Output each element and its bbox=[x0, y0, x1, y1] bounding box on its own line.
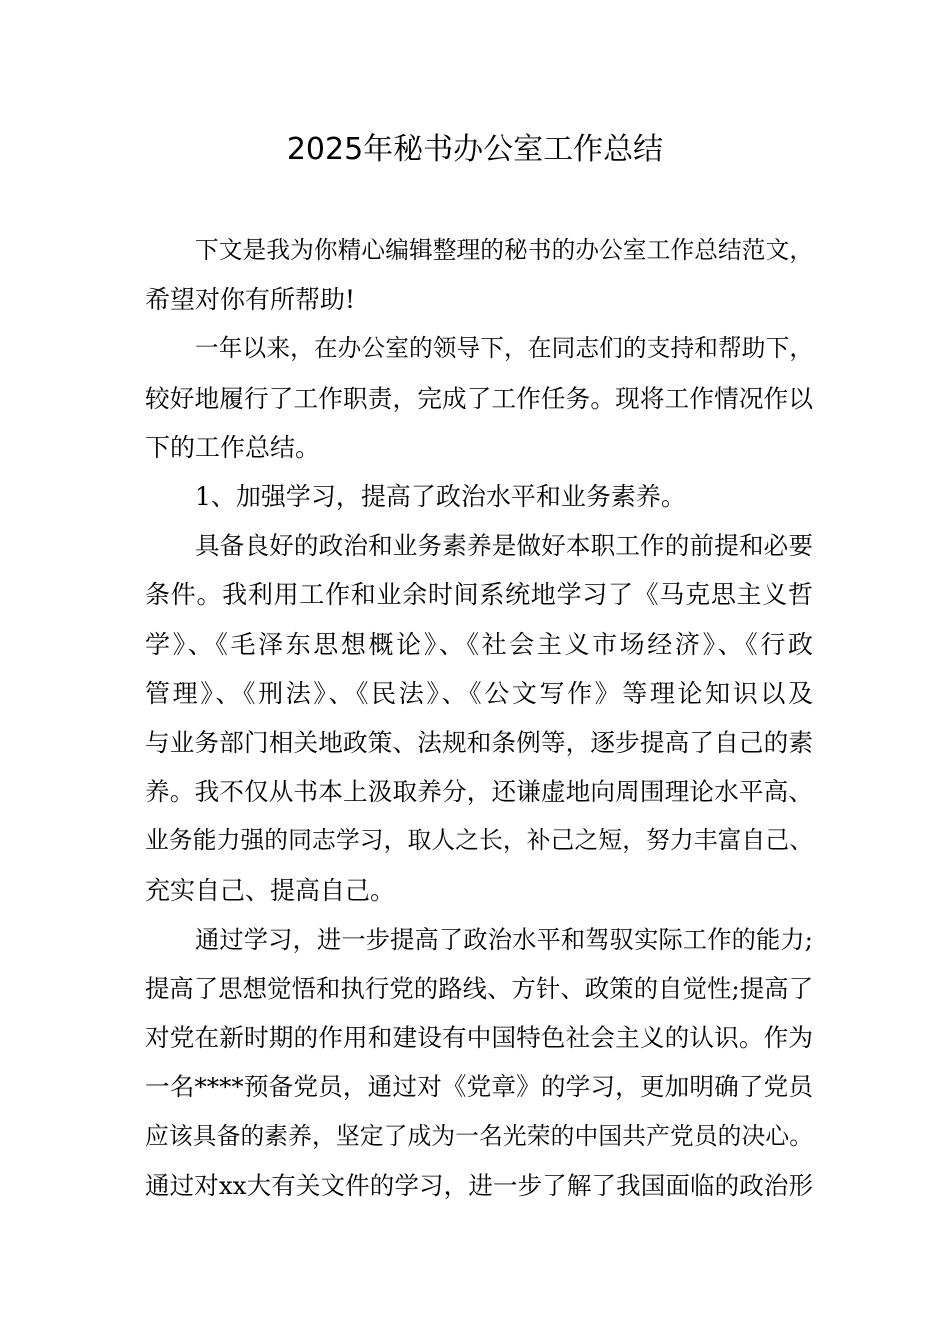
text-line: 应该具备的素养，坚定了成为一名光荣的中国共产党员的决心。 bbox=[145, 1121, 813, 1150]
text-line: 一年以来，在办公室的领导下，在同志们的支持和帮助下， bbox=[195, 334, 813, 363]
document-body bbox=[145, 226, 813, 1210]
text-line: 较好地履行了工作职责，完成了工作任务。现将工作情况作以 bbox=[145, 383, 813, 413]
text-line: 养。我不仅从书本上汲取养分，还谦虚地向周围理论水平高、 bbox=[145, 777, 813, 807]
section-heading-1 bbox=[145, 472, 813, 521]
text-line: 具备良好的政治和业务素养是做好本职工作的前提和必要 bbox=[195, 531, 813, 561]
text-line: 对党在新时期的作用和建设有中国特色社会主义的认识。作为 bbox=[145, 1023, 813, 1053]
paragraph-results bbox=[145, 915, 813, 1210]
text-line: 通过对xx大有关文件的学习，进一步了解了我国面临的政治形 bbox=[145, 1170, 813, 1200]
paragraph-study bbox=[145, 521, 813, 915]
text-line: 下文是我为你精心编辑整理的秘书的办公室工作总结范文， bbox=[195, 236, 813, 264]
text-line: 下的工作总结。 bbox=[145, 432, 321, 462]
text-line: 提高了思想觉悟和执行党的路线、方针、政策的自觉性;提高了 bbox=[145, 974, 813, 1004]
text-line: 1、加强学习，提高了政治水平和业务素养。 bbox=[195, 482, 686, 512]
text-line: 一名****预备党员，通过对《党章》的学习，更加明确了党员 bbox=[145, 1072, 813, 1102]
text-line: 充实自己、提高自己。 bbox=[145, 875, 396, 905]
text-line: 学》、《毛泽东思想概论》、《社会主义市场经济》、《行政 bbox=[145, 629, 813, 659]
text-line: 业务能力强的同志学习，取人之长，补己之短，努力丰富自己、 bbox=[145, 826, 813, 855]
text-line: 条件。我利用工作和业余时间系统地学习了《马克思主义哲 bbox=[145, 580, 813, 610]
document-title: 2025年秘书办公室工作总结 bbox=[286, 132, 664, 167]
paragraph-intro bbox=[145, 226, 813, 324]
paragraph-overview bbox=[145, 324, 813, 472]
text-line: 希望对你有所帮助! bbox=[145, 285, 356, 315]
text-line: 与业务部门相关地政策、法规和条例等，逐步提高了自己的素 bbox=[145, 728, 813, 758]
text-line: 管理》、《刑法》、《民法》、《公文写作》等理论知识以及 bbox=[145, 678, 813, 708]
text-line: 通过学习，进一步提高了政治水平和驾驭实际工作的能力; bbox=[195, 924, 813, 954]
